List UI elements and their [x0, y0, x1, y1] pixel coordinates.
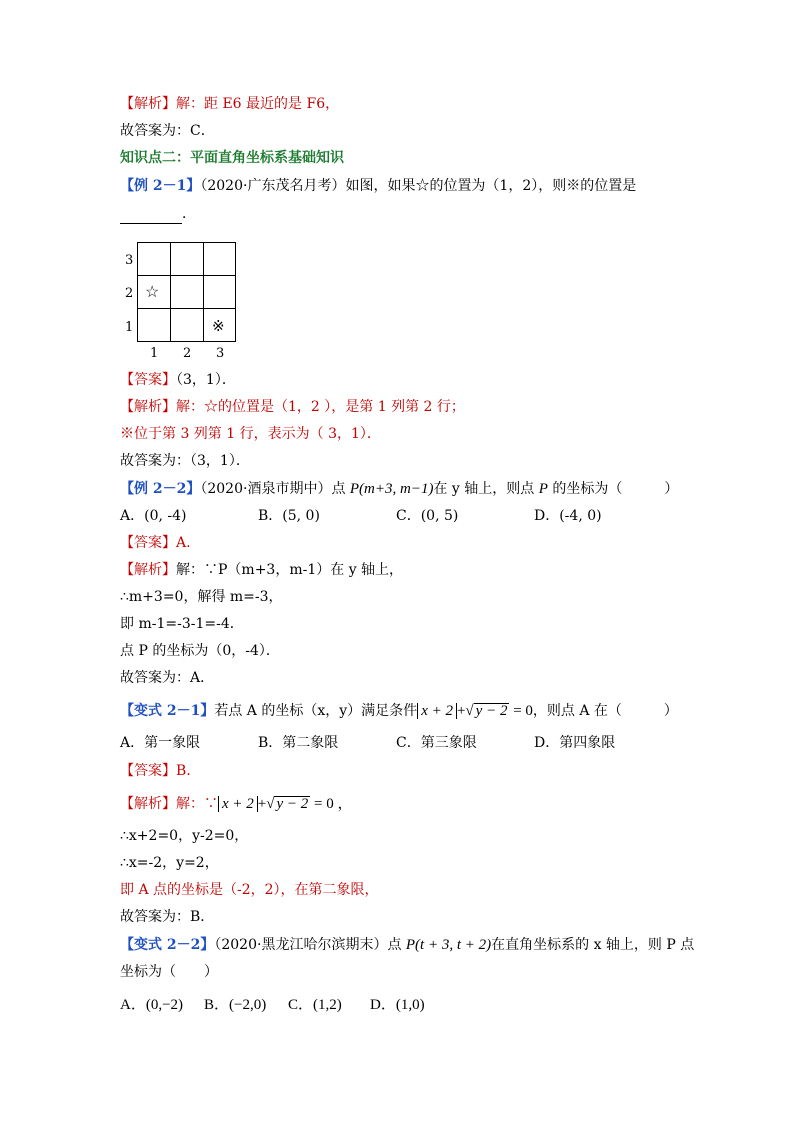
- col-label-3: 3: [216, 346, 225, 360]
- option-a[interactable]: A．第一象限: [120, 735, 201, 751]
- example-text: （2020·广东茂名月考）如图，如果☆的位置为（1，2），则※的位置是: [200, 178, 637, 194]
- answer-conclusion-2-2: 故答案为：A．: [120, 670, 215, 686]
- variant-text: 在直角坐标系的 x 轴上，则 P 点: [491, 937, 695, 953]
- variant-text: （2020·黑龙江哈尔滨期末）点: [214, 937, 406, 953]
- answer-variant-2-1: [120, 761, 191, 781]
- option-b[interactable]: B．(5, 0): [258, 508, 320, 524]
- col-label-1: 1: [150, 346, 159, 360]
- option-b[interactable]: B．第二象限: [258, 735, 339, 751]
- answer-tag: 【答案】: [120, 535, 176, 551]
- analysis-text: 解：距 E6 最近的是 F6，: [176, 96, 340, 112]
- option-c[interactable]: C．(0, 5): [396, 508, 459, 524]
- period: ．: [182, 206, 196, 222]
- variant-2-2: [120, 935, 694, 955]
- analysis-line: [120, 94, 339, 114]
- reference-symbol: ※: [212, 317, 225, 335]
- example-2-2: [120, 479, 678, 499]
- option-c[interactable]: C．第三象限: [396, 735, 477, 751]
- option-d[interactable]: D．(1,0): [370, 997, 425, 1013]
- analysis-text: 解：☆的位置是（1，2 ），是第 1 列第 2 行；: [176, 399, 465, 415]
- analysis-2-1-line-2: ※位于第 3 列第 1 行，表示为（ 3，1）．: [120, 426, 381, 442]
- answer-text: B.: [176, 763, 191, 779]
- option-d[interactable]: D．(-4, 0): [534, 508, 602, 524]
- option-b[interactable]: B．(−2,0): [204, 997, 267, 1013]
- answer-2-2: [120, 533, 191, 553]
- option-a[interactable]: A．(0,−2): [120, 997, 184, 1013]
- analysis-2-2-line-4: 点 P 的坐标为（0，-4）．: [120, 643, 280, 659]
- answer-2-1: [120, 370, 236, 390]
- math-variable: P: [538, 481, 548, 497]
- absolute-value-expression: x + 2: [417, 703, 457, 719]
- option-a[interactable]: A．(0, -4): [120, 508, 187, 524]
- math-expression: P(m+3, m−1): [349, 481, 434, 497]
- example-text: 在 y 轴上，则点: [433, 481, 539, 497]
- variant-2-2-line-2: 坐标为（ ）: [120, 964, 218, 980]
- analysis-2-2-line-2: ∴m+3=0，解得 m=-3，: [120, 589, 283, 605]
- analysis-tag: 【解析】: [120, 96, 176, 112]
- example-tag: 【例 2－1】: [120, 178, 201, 194]
- example-text: 的坐标为（ ）: [547, 481, 679, 497]
- equals-zero: = 0 ，: [310, 796, 353, 812]
- analysis-tag: 【解析】: [120, 796, 176, 812]
- analysis-2-2: [120, 560, 403, 580]
- analysis-variant-2-1: 【解析】解：∵ x + 2 +√ y − 2 = 0 ，: [120, 796, 353, 812]
- answer-tag: 【答案】: [120, 372, 176, 388]
- answer-tag: 【答案】: [120, 763, 176, 779]
- col-label-2: 2: [183, 346, 192, 360]
- analysis-tag: 【解析】: [120, 399, 176, 415]
- analysis-variant-2-1-line-2: ∴x+2=0，y-2=0，: [120, 828, 249, 844]
- variant-tag: 【变式 2－1】: [120, 703, 215, 719]
- answer-text: A.: [176, 535, 191, 551]
- equals-zero: = 0: [509, 703, 533, 719]
- star-symbol: ☆: [145, 282, 160, 301]
- example-2-1: [120, 176, 636, 196]
- row-label-1: 1: [125, 320, 134, 335]
- analysis-variant-2-1-line-3: ∴x=-2，y=2，: [120, 855, 219, 871]
- variant-2-1: 【变式 2－1】若点 A 的坐标（x，y）满足条件 x + 2 +√ y − 2 = 0，则点 A 在（ ）: [120, 703, 678, 719]
- example-text: （2020·酒泉市期中）点: [200, 481, 350, 497]
- section-heading: 知识点二：平面直角坐标系基础知识: [120, 150, 344, 166]
- math-expression: P(t + 3, t + 2): [405, 937, 492, 953]
- analysis-text: 解：∵: [176, 796, 218, 812]
- option-d[interactable]: D．第四象限: [534, 735, 616, 751]
- sqrt-expression: y − 2: [276, 796, 309, 812]
- variant-text: 若点 A 的坐标（x，y）满足条件: [214, 703, 418, 719]
- analysis-2-2-line-3: 即 m-1=-3-1=-4．: [120, 616, 244, 632]
- analysis-variant-2-1-line-4: 即 A 点的坐标是（-2，2），在第二象限，: [120, 882, 379, 898]
- grid-figure: [118, 238, 240, 360]
- variant-tag: 【变式 2－2】: [120, 937, 215, 953]
- example-2-1-blank-line: [120, 204, 196, 224]
- absolute-value-expression: x + 2: [218, 796, 258, 812]
- option-c[interactable]: C．(1,2): [288, 997, 342, 1013]
- example-tag: 【例 2－2】: [120, 481, 201, 497]
- analysis-2-1: [120, 397, 465, 417]
- answer-conclusion-2-1: 故答案为：（3，1）．: [120, 453, 250, 469]
- answer-line: 故答案为：C．: [120, 123, 215, 139]
- analysis-tag: 【解析】: [120, 562, 176, 578]
- variant-text: ，则点 A 在（ ）: [532, 703, 678, 719]
- answer-text: （3，1）．: [176, 372, 236, 388]
- sqrt-expression: y − 2: [475, 703, 508, 719]
- analysis-text: 解：∵P（m+3，m-1）在 y 轴上，: [176, 562, 404, 578]
- answer-conclusion-variant-2-1: 故答案为：B．: [120, 909, 215, 925]
- row-label-3: 3: [125, 253, 134, 268]
- row-label-2: 2: [125, 286, 134, 301]
- answer-blank: [120, 209, 182, 224]
